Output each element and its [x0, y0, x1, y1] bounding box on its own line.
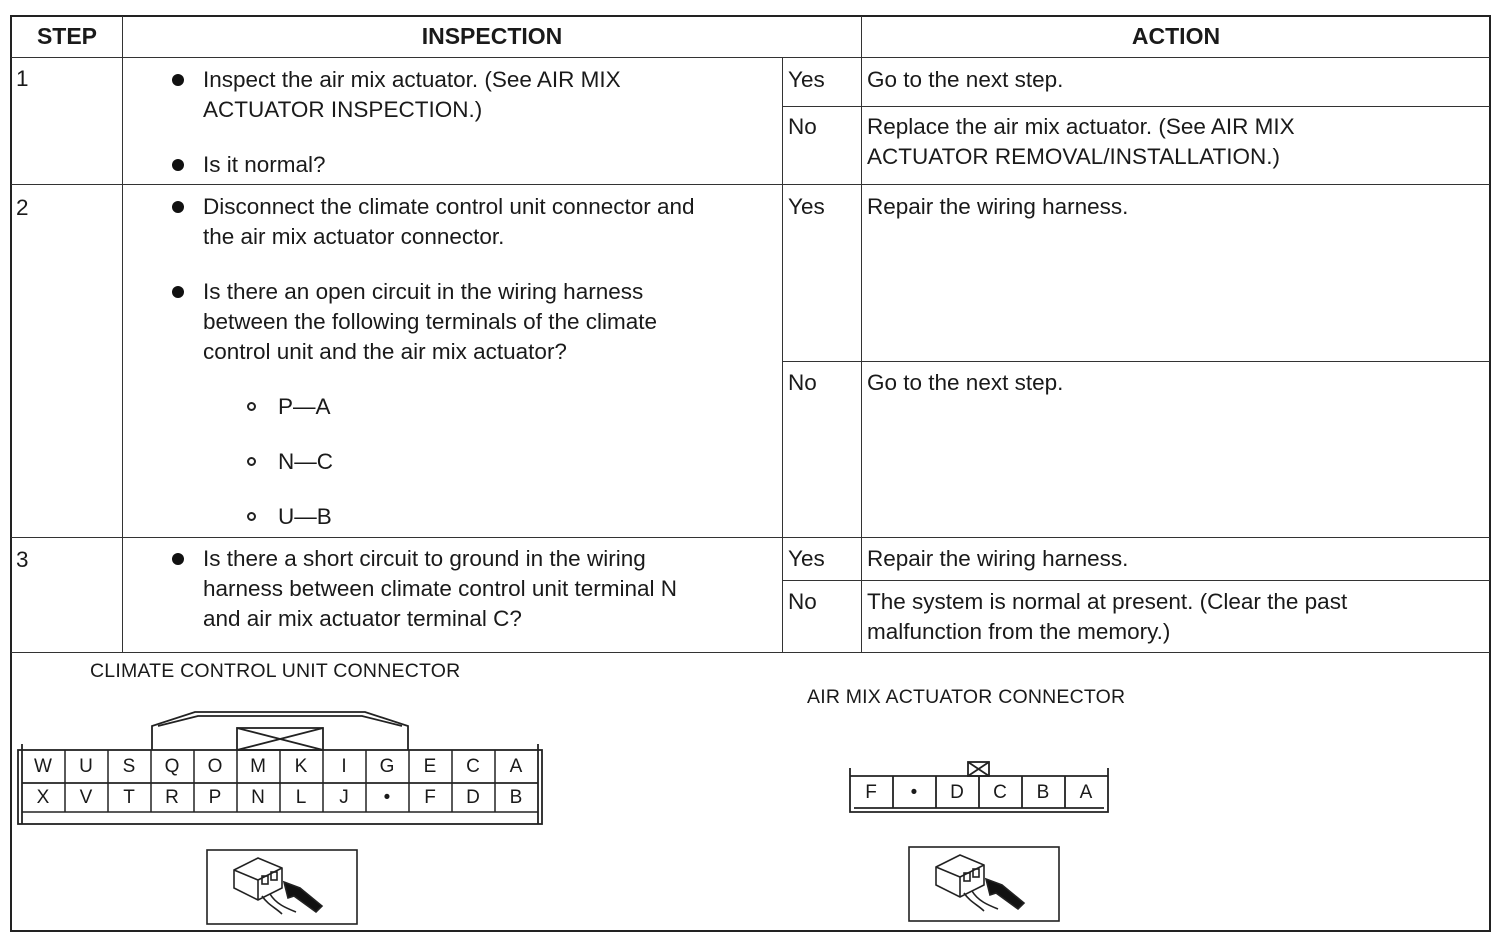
step-number: 2	[16, 195, 29, 220]
yes-label: Yes	[788, 194, 825, 219]
climate-pin: L	[295, 787, 307, 808]
inspection-text: Is it normal?	[203, 152, 326, 177]
climate-pin: E	[423, 756, 437, 777]
actuator-pin: B	[1036, 782, 1050, 803]
harness-side-view-icon	[207, 850, 357, 924]
harness-side-view-icon	[909, 847, 1059, 921]
climate-pin: M	[250, 756, 266, 777]
inspection-text: between the following terminals of the climate	[203, 309, 657, 334]
climate-pin: B	[509, 787, 523, 808]
climate-pin: X	[36, 787, 50, 808]
inspection-text: Disconnect the climate control unit connector and	[203, 194, 695, 219]
climate-pin: J	[339, 787, 349, 808]
climate-pin: G	[379, 756, 395, 777]
action-text: ACTUATOR REMOVAL/INSTALLATION.)	[867, 144, 1280, 169]
yes-label: Yes	[788, 67, 825, 92]
inspection-text: ACTUATOR INSPECTION.)	[203, 97, 483, 122]
terminal-pair: P—A	[278, 394, 331, 419]
climate-pin: U	[79, 756, 93, 777]
climate-pin: V	[79, 787, 93, 808]
climate-pin: D	[466, 787, 480, 808]
action-text: The system is normal at present. (Clear the past	[867, 589, 1348, 614]
inspection-text: control unit and the air mix actuator?	[203, 339, 567, 364]
terminal-pair: N—C	[278, 449, 333, 474]
action-text: malfunction from the memory.)	[867, 619, 1171, 644]
actuator-pin: •	[910, 782, 918, 803]
climate-pin: Q	[164, 756, 180, 777]
climate-pin: P	[208, 787, 222, 808]
climate-pin: S	[122, 756, 136, 777]
action-text: Replace the air mix actuator. (See AIR MIX	[867, 114, 1295, 139]
inspection-text: Is there a short circuit to ground in the wiring	[203, 546, 646, 571]
inspection-text: Is there an open circuit in the wiring harness	[203, 279, 644, 304]
climate-pin: •	[383, 787, 391, 808]
no-label: No	[788, 114, 817, 139]
terminal-pair: U—B	[278, 504, 332, 529]
climate-pin: K	[294, 756, 308, 777]
climate-pin: R	[165, 787, 179, 808]
action-text: Go to the next step.	[867, 67, 1064, 92]
action-text: Go to the next step.	[867, 370, 1064, 395]
no-label: No	[788, 589, 817, 614]
actuator-pin: A	[1079, 782, 1093, 803]
climate-pin: F	[424, 787, 436, 808]
climate-connector-caption: CLIMATE CONTROL UNIT CONNECTOR	[90, 660, 461, 682]
action-text: Repair the wiring harness.	[867, 194, 1129, 219]
inspection-text: harness between climate control unit terminal N	[203, 576, 677, 601]
actuator-connector-caption: AIR MIX ACTUATOR CONNECTOR	[807, 686, 1126, 708]
climate-pin: O	[207, 756, 223, 777]
header-inspection: INSPECTION	[421, 23, 563, 49]
inspection-text: Inspect the air mix actuator. (See AIR MIX	[203, 67, 621, 92]
yes-label: Yes	[788, 546, 825, 571]
climate-pin: W	[34, 756, 52, 777]
header-action: ACTION	[1131, 23, 1221, 49]
no-label: No	[788, 370, 817, 395]
actuator-pin: D	[950, 782, 964, 803]
climate-pin: I	[341, 756, 347, 777]
climate-pin: N	[251, 787, 265, 808]
step-number: 1	[16, 66, 29, 91]
header-step: STEP	[36, 23, 98, 49]
actuator-pin: C	[993, 782, 1007, 803]
climate-pin: C	[466, 756, 480, 777]
inspection-text: and air mix actuator terminal C?	[203, 606, 522, 631]
climate-pin: A	[509, 756, 523, 777]
actuator-pin: F	[865, 782, 877, 803]
action-text: Repair the wiring harness.	[867, 546, 1129, 571]
step-number: 3	[16, 547, 29, 572]
climate-pin: T	[123, 787, 135, 808]
inspection-text: the air mix actuator connector.	[203, 224, 505, 249]
